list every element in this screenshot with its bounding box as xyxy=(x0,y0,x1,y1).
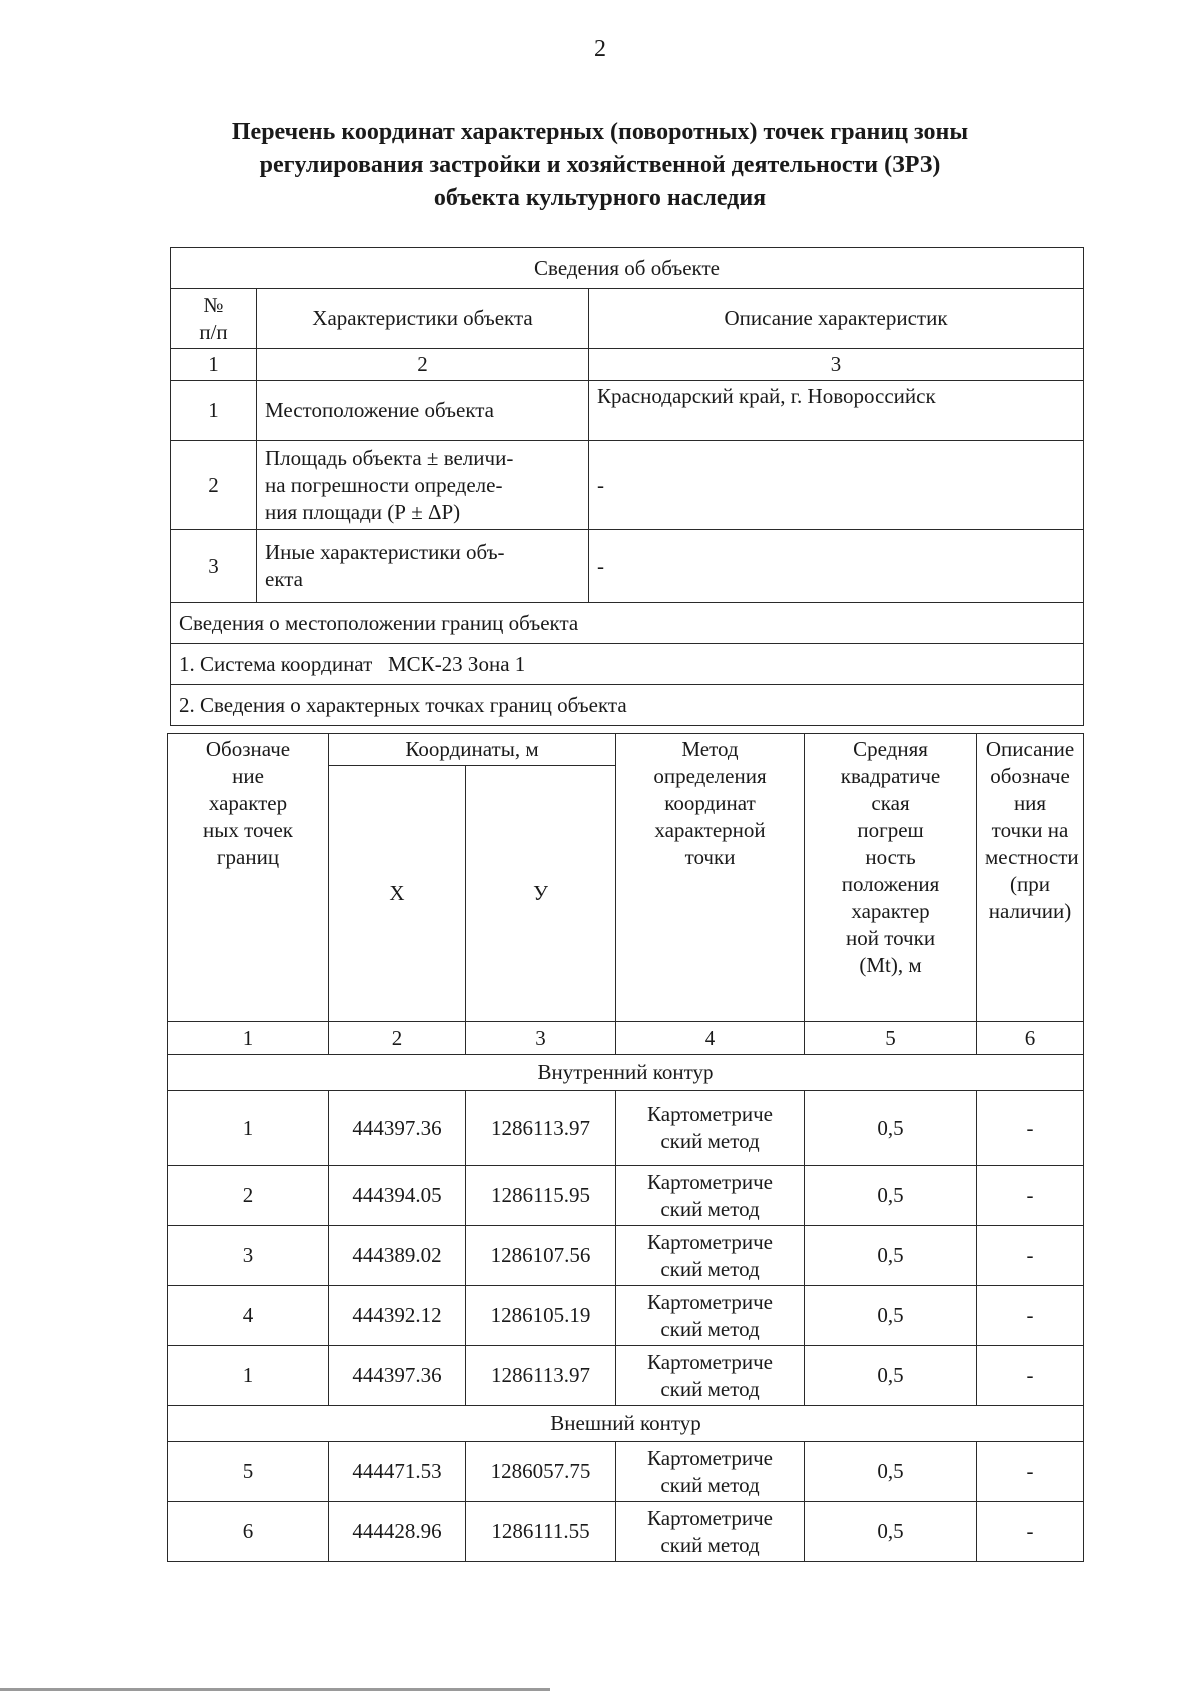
method-line: Картометриче xyxy=(647,1169,773,1194)
method-line: ский метод xyxy=(660,1256,760,1281)
point-desc: - xyxy=(977,1166,1084,1226)
boundary-header: Сведения о местоположении границ объекта xyxy=(171,603,1084,644)
col-characteristics-header: Характеристики объекта xyxy=(257,289,589,349)
section-title: Внешний контур xyxy=(168,1406,1084,1442)
bottom-scan-edge xyxy=(0,1688,550,1691)
method-line: Картометриче xyxy=(647,1445,773,1470)
col-designation-header xyxy=(168,734,329,1022)
header-line: Средняя xyxy=(853,737,928,761)
method xyxy=(616,1346,805,1406)
coord-x: 444397.36 xyxy=(329,1091,466,1166)
header-line: границ xyxy=(216,845,280,869)
header-line: ние xyxy=(232,764,264,788)
header-line: определения xyxy=(653,764,767,788)
col-no-header xyxy=(171,289,257,349)
point-id: 2 xyxy=(168,1166,329,1226)
method-line: Картометриче xyxy=(647,1349,773,1374)
method xyxy=(616,1442,805,1502)
header-line: Метод xyxy=(681,737,739,761)
coord-system: 1. Система координат МСК-23 Зона 1 xyxy=(171,644,1084,685)
col-number: 2 xyxy=(257,349,589,381)
header-line: точки xyxy=(684,845,736,869)
header-line: квадратиче xyxy=(840,764,941,788)
table-row xyxy=(168,1442,1084,1502)
method-line: ский метод xyxy=(660,1532,760,1557)
coord-y: 1286107.56 xyxy=(466,1226,616,1286)
table-row xyxy=(168,1286,1084,1346)
header-line: положения xyxy=(841,872,940,896)
error-value: 0,5 xyxy=(805,1226,977,1286)
table-row xyxy=(168,1166,1084,1226)
error-value: 0,5 xyxy=(805,1346,977,1406)
points-table-wrap xyxy=(167,733,1084,1562)
point-desc: - xyxy=(977,1091,1084,1166)
header-line: характер xyxy=(208,791,288,815)
header-line: ной точки xyxy=(845,926,936,950)
col-number: 5 xyxy=(805,1022,977,1055)
col-number: 1 xyxy=(171,349,257,381)
characteristic-line: ния площади (Р ± ΔР) xyxy=(265,499,461,524)
point-id: 3 xyxy=(168,1226,329,1286)
coord-y: 1286113.97 xyxy=(466,1091,616,1166)
header-line: местности xyxy=(985,845,1079,869)
col-x-header: Х xyxy=(329,766,466,1022)
method-line: ский метод xyxy=(660,1316,760,1341)
row-characteristic: Местоположение объекта xyxy=(257,381,589,441)
col-no-line1: № xyxy=(203,292,224,317)
method-line: ский метод xyxy=(660,1376,760,1401)
point-desc: - xyxy=(977,1286,1084,1346)
method-line: Картометриче xyxy=(647,1505,773,1530)
col-number: 1 xyxy=(168,1022,329,1055)
table-row xyxy=(168,1091,1084,1166)
point-desc: - xyxy=(977,1346,1084,1406)
header-line: точки на xyxy=(991,818,1069,842)
coord-x: 444392.12 xyxy=(329,1286,466,1346)
coord-y: 1286115.95 xyxy=(466,1166,616,1226)
method xyxy=(616,1166,805,1226)
method-line: ский метод xyxy=(660,1129,760,1153)
table-row xyxy=(168,1226,1084,1286)
header-line: характер xyxy=(851,899,930,923)
header-line: ность xyxy=(865,845,916,869)
coord-y: 1286105.19 xyxy=(466,1286,616,1346)
object-info-header: Сведения об объекте xyxy=(171,248,1084,289)
method xyxy=(616,1502,805,1562)
header-line: (Mt), м xyxy=(859,953,922,977)
row-no: 2 xyxy=(171,441,257,530)
coord-y: 1286111.55 xyxy=(466,1502,616,1562)
col-y-header: У xyxy=(466,766,616,1022)
point-id: 4 xyxy=(168,1286,329,1346)
header-line: обозначе xyxy=(990,764,1070,788)
header-line: ных точек xyxy=(202,818,294,842)
point-id: 6 xyxy=(168,1502,329,1562)
coord-x: 444389.02 xyxy=(329,1226,466,1286)
object-info-table xyxy=(170,247,1084,726)
error-value: 0,5 xyxy=(805,1091,977,1166)
coord-x: 444428.96 xyxy=(329,1502,466,1562)
table-row xyxy=(168,1346,1084,1406)
header-line: характерной xyxy=(654,818,766,842)
method xyxy=(616,1226,805,1286)
method-line: ский метод xyxy=(660,1196,760,1221)
method-line: Картометриче xyxy=(647,1102,773,1126)
point-id: 5 xyxy=(168,1442,329,1502)
title-line-3: объекта культурного наследия xyxy=(433,185,767,211)
row-description: - xyxy=(589,530,1084,603)
header-line: (при xyxy=(1010,872,1050,896)
row-description: Краснодарский край, г. Новороссийск xyxy=(589,381,1084,441)
title-line-1: Перечень координат характерных (поворотных) точек границ зоны xyxy=(231,119,969,145)
point-desc: - xyxy=(977,1502,1084,1562)
points-table xyxy=(167,733,1084,1562)
error-value: 0,5 xyxy=(805,1502,977,1562)
header-line: Описание xyxy=(985,737,1075,761)
coord-x: 444394.05 xyxy=(329,1166,466,1226)
row-description: - xyxy=(589,441,1084,530)
error-value: 0,5 xyxy=(805,1442,977,1502)
col-error-header xyxy=(805,734,977,1022)
col-number: 4 xyxy=(616,1022,805,1055)
coord-x: 444397.36 xyxy=(329,1346,466,1406)
characteristic-line: Площадь объекта ± величи- xyxy=(265,445,514,470)
point-desc: - xyxy=(977,1226,1084,1286)
title-line-2: регулирования застройки и хозяйственной деятельности (ЗРЗ) xyxy=(259,152,941,178)
col-no-line2: п/п xyxy=(199,319,228,344)
coord-y: 1286057.75 xyxy=(466,1442,616,1502)
col-number: 3 xyxy=(589,349,1084,381)
row-no: 3 xyxy=(171,530,257,603)
point-id: 1 xyxy=(168,1346,329,1406)
col-number: 3 xyxy=(466,1022,616,1055)
row-no: 1 xyxy=(171,381,257,441)
col-description-header: Описание характеристик xyxy=(589,289,1084,349)
characteristic-line: екта xyxy=(265,567,304,591)
characteristic-line: Иные характеристики объ- xyxy=(265,540,505,564)
error-value: 0,5 xyxy=(805,1166,977,1226)
header-line: ния xyxy=(1013,791,1047,815)
row-characteristic xyxy=(257,530,589,603)
header-line: наличии) xyxy=(988,899,1072,923)
method-line: Картометриче xyxy=(647,1289,773,1314)
col-coordinates-header: Координаты, м xyxy=(329,734,616,766)
point-id: 1 xyxy=(168,1091,329,1166)
characteristic-line: на погрешности определе- xyxy=(265,472,503,497)
col-number: 2 xyxy=(329,1022,466,1055)
table-row xyxy=(168,1502,1084,1562)
row-characteristic xyxy=(257,441,589,530)
header-line: координат xyxy=(664,791,756,815)
document-title xyxy=(150,116,1050,215)
object-info-table-wrap xyxy=(170,247,1084,726)
coord-y: 1286113.97 xyxy=(466,1346,616,1406)
points-header: 2. Сведения о характерных точках границ объекта xyxy=(171,685,1084,726)
header-line: погреш xyxy=(857,818,924,842)
col-method-header xyxy=(616,734,805,1022)
page-number: 2 xyxy=(594,36,606,62)
error-value: 0,5 xyxy=(805,1286,977,1346)
section-title: Внутренний контур xyxy=(168,1055,1084,1091)
method xyxy=(616,1286,805,1346)
method-line: ский метод xyxy=(660,1472,760,1497)
col-desc-header xyxy=(977,734,1084,1022)
coord-x: 444471.53 xyxy=(329,1442,466,1502)
header-line: Обозначе xyxy=(205,737,291,761)
point-desc: - xyxy=(977,1442,1084,1502)
col-number: 6 xyxy=(977,1022,1084,1055)
method-line: Картометриче xyxy=(647,1229,773,1254)
method xyxy=(616,1091,805,1166)
header-line: ская xyxy=(871,791,910,815)
